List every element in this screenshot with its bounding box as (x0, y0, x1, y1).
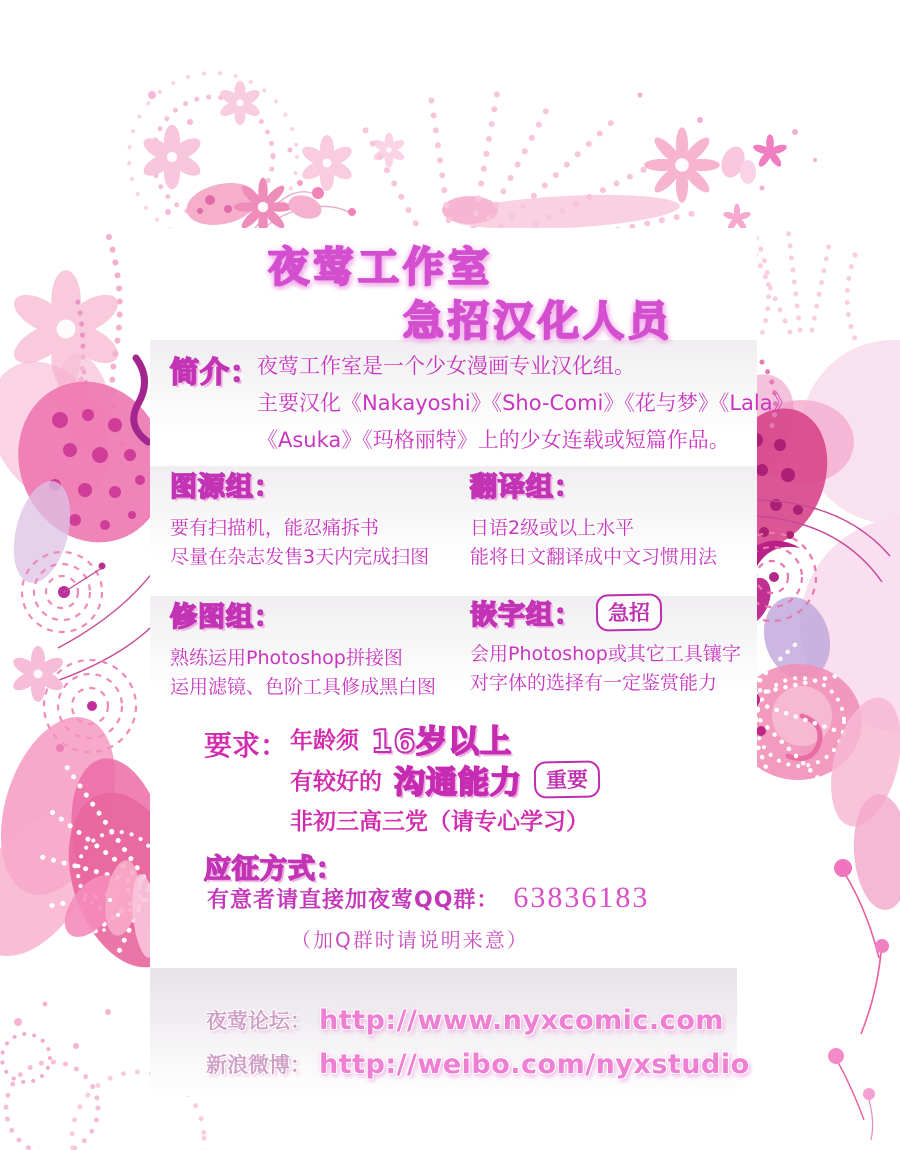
application-note: （加Q群时请说明来意） (291, 928, 529, 952)
group-typesetting-req: 对字体的选择有一定鉴赏能力 (470, 672, 718, 694)
group-typesetting-title: 嵌字组： (470, 600, 582, 631)
group-scan (170, 465, 429, 572)
group-translate-req: 能将日文翻译成中文习惯用法 (470, 546, 718, 568)
group-scan-req: 尽量在杂志发售3天内完成扫图 (170, 546, 430, 568)
group-translate-req: 日语2级或以上水平 (470, 517, 635, 539)
forum-link-row (206, 1000, 724, 1040)
application-label: 应征方式： (204, 854, 344, 885)
group-typesetting-req: 会用Photoshop或其它工具镶字 (470, 643, 741, 665)
requirements-label: 要求： (204, 729, 289, 762)
intro-line: 夜莺工作室是一个少女漫画专业汉化组。 (257, 354, 635, 378)
requirement-communication (290, 756, 600, 802)
contact-text: 有意者请直接加夜莺QQ群： (207, 887, 500, 913)
application-line (207, 878, 649, 918)
intro-line: 主要汉化《Nakayoshi》《Sho-Comi》《花与梦》《Lala》 (257, 391, 794, 415)
group-cleaning-req: 熟练运用Photoshop拼接图 (170, 647, 403, 669)
age-prefix: 年龄须 (290, 727, 359, 754)
requirement-student: 非初三高三党（请专心学习） (290, 809, 589, 835)
urgent-badge: 急招 (596, 593, 663, 631)
age-highlight: 16岁以上 (371, 723, 513, 760)
group-scan-title: 图源组： (170, 472, 282, 503)
forum-url: http://www.nyxcomic.com (319, 1004, 724, 1036)
intro-text (257, 348, 794, 459)
intro-line: 《Asuka》《玛格丽特》上的少女连载或短篇作品。 (257, 428, 730, 452)
recruiting-title: 急招汉化人员 (403, 297, 673, 345)
group-cleaning-title: 修图组： (170, 602, 282, 633)
group-translate (470, 465, 717, 572)
important-badge: 重要 (534, 760, 601, 798)
comm-highlight: 沟通能力 (394, 764, 522, 801)
weibo-url: http://weibo.com/nyxstudio (319, 1048, 750, 1080)
qq-group-number: 63836183 (513, 881, 650, 914)
forum-label: 夜莺论坛： (206, 1009, 311, 1033)
group-typesetting (470, 593, 741, 698)
group-cleaning (170, 595, 436, 702)
group-scan-req: 要有扫描机，能忍痛拆书 (170, 517, 380, 539)
studio-title: 夜莺工作室 (268, 243, 493, 291)
comm-prefix: 有较好的 (290, 768, 382, 795)
weibo-link-row (206, 1044, 750, 1084)
intro-label: 简介： (170, 355, 261, 389)
requirement-age (290, 716, 512, 760)
weibo-label: 新浪微博： (206, 1053, 311, 1077)
group-translate-title: 翻译组： (470, 472, 582, 503)
group-cleaning-req: 运用滤镜、色阶工具修成黑白图 (170, 676, 437, 698)
